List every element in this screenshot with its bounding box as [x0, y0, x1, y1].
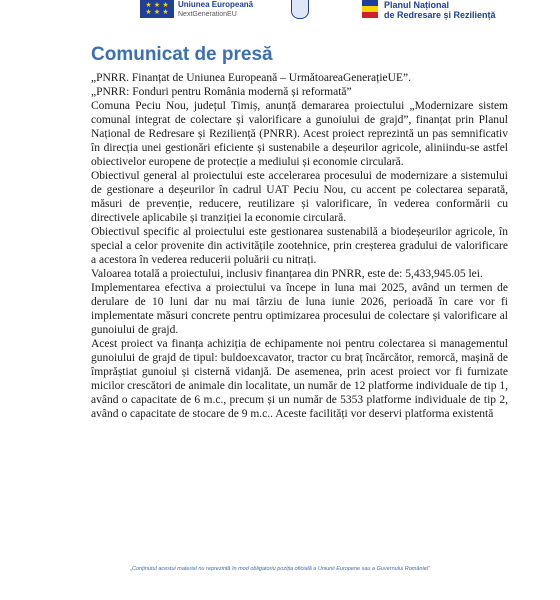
- eu-logo-line1: Uniunea Europeană: [178, 0, 254, 9]
- pnrr-flag-icon: [362, 0, 378, 18]
- eu-logo-text: [178, 0, 253, 20]
- eu-logo-line2: NextGenerationEU: [178, 11, 237, 18]
- paragraph-specific-objective: Obiectivul specific al proiectului este gestionarea sustenabilă a biodeșeurilor agricole, în special a celor provenite din activitățile zootehnice, prin creșterea gradului de valorificare a acestora în vederea reducerii poluării cu nitrați.: [91, 226, 508, 266]
- press-release-body: [91, 71, 508, 421]
- paragraph-equipment: Acest proiect va finanța achiziția de echipamente noi pentru colectarea si managementul gunoiului de grajd de tipul: buldoexcavator, tractor cu braț încărcător, remorcă, mașină de împrăștiat gunoiul și cisternă vidanjă. De asemenea, prin acest proiect vor fi furnizate micilor crescători de animale din localitate, un număr de 12 platforme individuale de tip 1, având o capacitate de 6 m.c., precum și un număr de 5353 platforme individuale de tip 2, având o capacitate de stocare de 9 m.c.. Aceste facilități vor deservi platforma existentă: [91, 338, 508, 420]
- footer-disclaimer: „Conținutul acestui material nu reprezintă în mod obligatoriu poziția oficială a Uniunii Europene sau a Guvernului României”: [130, 566, 430, 572]
- page-title: Comunicat de presă: [91, 44, 273, 65]
- eu-flag-icon: ★ ★ ★ ★ ★ ★: [140, 0, 174, 18]
- paragraph-general-objective: Obiectivul general al proiectului este accelerarea procesului de modernizare a sistemului de gestionare a deșeurilor în cadrul UAT Peciu Nou, cu accent pe colectarea separată, măsuri de prevenție, reducere, reutilizare și valorificare, în vederea conformării cu directivele aplicabile și tranziției la economie circulară.: [91, 170, 508, 224]
- header-logos: [0, 0, 560, 22]
- slogan-line-1: „PNRR. Finanțat de Uniunea Europeană – UrmătoareaGenerațieUE”.: [91, 72, 411, 84]
- paragraph-total-value: Valoarea totală a proiectului, inclusiv finanțarea din PNRR, este de: 5,433,945.05 lei.: [91, 268, 483, 280]
- government-crest-icon: [291, 0, 309, 19]
- pnrr-logo-line1: Planul Național: [384, 0, 450, 10]
- paragraph-intro: Comuna Peciu Nou, județul Timiș, anunță demararea proiectului „Modernizare sistem comunal integrat de colectare și valorificare a gunoiului de grajd”, finanțat prin Planul Național de Redresare și Reziliență (PNRR). Acest proiect reprezintă un pas semnificativ în direcția unei gestionări eficiente și sustenabile a deșeurilor agricole, aliniindu-se astfel obiectivelor europene de protecție a mediului și economie circulară.: [91, 100, 508, 168]
- slogan-line-2: „PNRR: Fonduri pentru România modernă și reformată”: [91, 86, 352, 98]
- pnrr-logo-line2: de Redresare și Reziliență: [384, 10, 496, 20]
- paragraph-implementation: Implementarea efectiva a proiectului va începe in luna mai 2025, având un termen de derulare de 10 luni dar nu mai târziu de luna iunie 2026, perioadă în care vor fi implementate măsuri concrete pentru optimizarea procesului de colectare și valorificare al gunoiului de grajd.: [91, 282, 508, 336]
- pnrr-logo-text: [384, 0, 496, 20]
